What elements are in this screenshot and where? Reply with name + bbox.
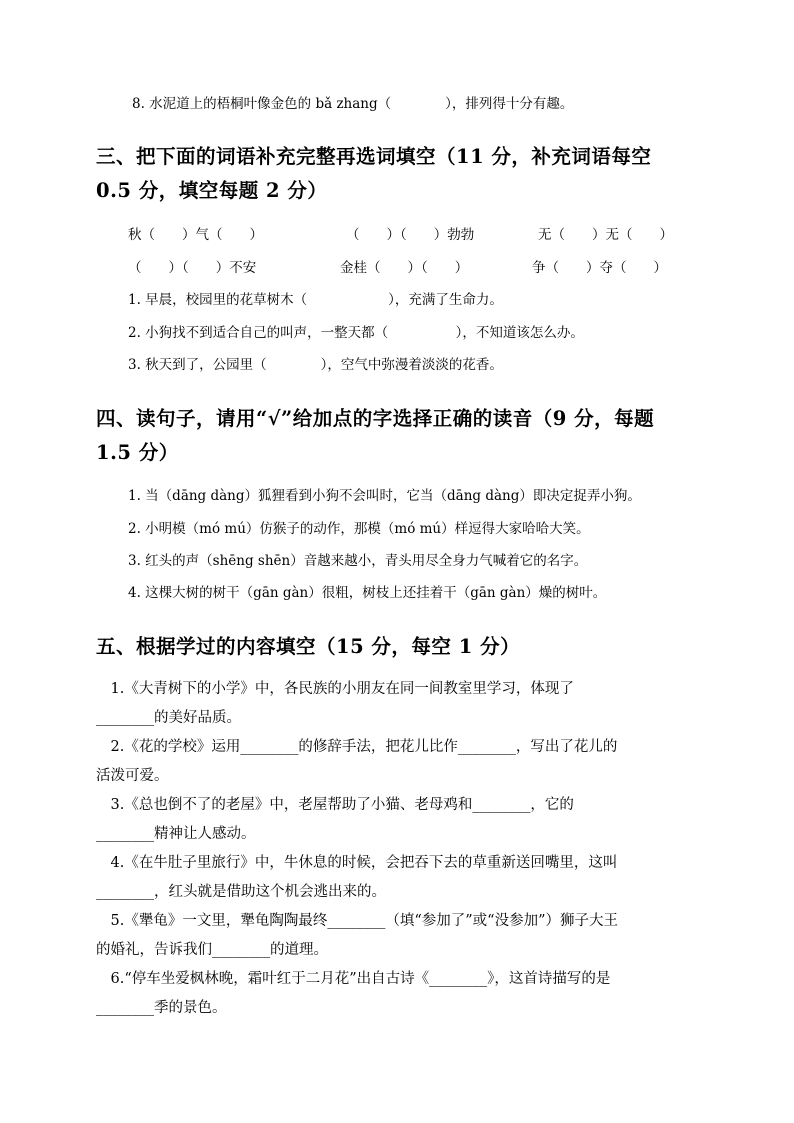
recall-line: 6.“停车坐爱枫林晚，霜叶红于二月花”出自古诗《________》，这首诗描写的是 [96,971,611,987]
recall-line: 2.《花的学校》运用________的修辞手法，把花儿比作________，写出了花儿的 [96,739,618,755]
word-group: （ ）（ ）不安 [128,260,257,276]
recall-line: ________，红头就是借助这个机会逃出来的。 [96,884,386,900]
recall-line: ________的美好品质。 [96,710,241,726]
recall-line: ________季的景色。 [96,1000,227,1016]
fill-item: 3. 秋天到了，公园里（ ），空气中弥漫着淡淡的花香。 [128,357,503,373]
recall-line: 活泼可爱。 [96,768,169,784]
recall-line: 1.《大青树下的小学》中，各民族的小朋友在同一间教室里学习，体现了 [96,681,574,697]
pinyin-item: 3. 红头的声（shēng shēn）音越来越小，青头用尽全身力气喊着它的名字。 [128,553,588,569]
fill-item: 2. 小狗找不到适合自己的叫声，一整天都（ ），不知道该怎么办。 [128,325,584,341]
section-3-heading-cont: 0.5 分，填空每题 2 分） [96,179,328,202]
word-group: 无（ ）无（ ） [538,227,673,243]
recall-line: 5.《犟龟》一文里，犟龟陶陶最终________（填“参加了”或“没参加”）狮子大王 [96,913,618,929]
section-3-heading: 三、把下面的词语补充完整再选词填空（11 分，补充词语每空 [96,145,652,168]
recall-line: ________精神让人感动。 [96,826,256,842]
word-group: （ ）（ ）勃勃 [346,227,475,243]
section-4-heading: 四、读句子，请用“√”给加点的字选择正确的读音（9 分，每题 [96,407,655,430]
recall-line: 3.《总也倒不了的老屋》中，老屋帮助了小猫、老母鸡和________，它的 [96,797,574,813]
pinyin-item: 4. 这棵大树的树干（gān gàn）很粗，树枝上还挂着干（gān gàn）燥的树叶。 [128,585,607,601]
word-group: 秋（ ）气（ ） [128,227,263,243]
pinyin-item: 2. 小明模（mó mú）仿猴子的动作，那模（mó mú）样逗得大家哈哈大笑。 [128,521,590,537]
word-group: 争（ ）夺（ ） [532,260,667,276]
fill-item: 1. 早晨，校园里的花草树木（ ），充满了生命力。 [128,292,503,308]
recall-line: 的婚礼，告诉我们________的道理。 [96,942,328,958]
question-8: 8. 水泥道上的梧桐叶像金色的 bǎ zhang（ ），排列得十分有趣。 [132,96,574,112]
recall-line: 4.《在牛肚子里旅行》中，牛休息的时候，会把吞下去的草重新送回嘴里，这叫 [96,855,618,871]
pinyin-item: 1. 当（dāng dàng）狐狸看到小狗不会叫时，它当（dāng dàng）即决定捉弄小狗。 [128,488,641,504]
section-5-heading: 五、根据学过的内容填空（15 分，每空 1 分） [96,635,521,658]
word-group: 金桂（ ）（ ） [340,260,469,276]
section-4-heading-cont: 1.5 分） [96,441,179,464]
